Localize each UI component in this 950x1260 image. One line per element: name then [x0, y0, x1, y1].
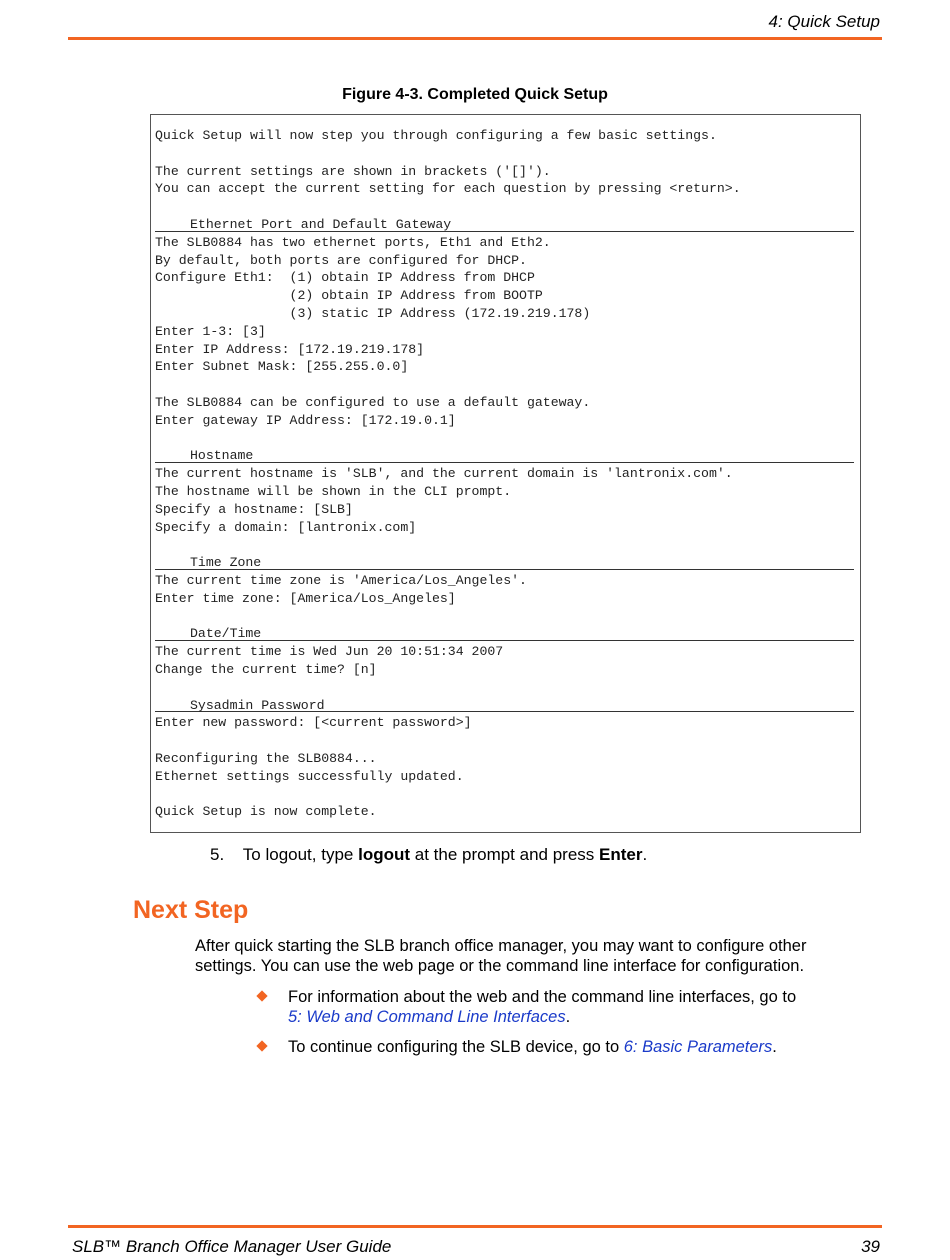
terminal-blank-line — [155, 785, 854, 803]
terminal-line: Quick Setup will now step you through configuring a few basic settings. — [155, 128, 717, 143]
footer-title: SLB™ Branch Office Manager User Guide — [72, 1237, 392, 1256]
terminal-line: Specify a domain: [lantronix.com] — [155, 519, 417, 535]
next-step-paragraph: After quick starting the SLB branch office manager, you may want to configure other settings. You can use the web page or the command line interface for configuration. — [195, 937, 807, 975]
terminal-line: Ethernet settings successfully updated. — [155, 768, 464, 784]
step-suffix: . — [642, 845, 648, 864]
section-title: Hostname — [190, 448, 254, 464]
terminal-line: The current time is Wed Jun 20 10:51:34 2007 — [155, 644, 504, 660]
step-prefix: To logout, type — [242, 845, 359, 864]
terminal-line: Enter new password: [<current password>] — [155, 715, 472, 731]
terminal-blank-line — [155, 536, 854, 554]
section-underline-fill — [261, 554, 854, 570]
running-header-chapter: 4: Quick Setup — [768, 12, 880, 31]
terminal-section-header — [155, 447, 854, 465]
terminal-blank-line — [155, 145, 854, 163]
link-basic-parameters-chapter[interactable]: 6: Basic Parameters — [623, 1038, 773, 1056]
terminal-blank-line — [155, 198, 854, 216]
bullet-suffix: . — [565, 1008, 571, 1026]
terminal-line: The current hostname is 'SLB', and the current domain is 'lantronix.com'. — [155, 466, 733, 482]
terminal-line: Enter Subnet Mask: [255.255.0.0] — [155, 359, 409, 375]
step-number: 5. — [210, 845, 225, 864]
terminal-blank-line — [155, 430, 854, 448]
step-command: logout — [358, 845, 411, 864]
terminal-line: Specify a hostname: [SLB] — [155, 501, 353, 517]
section-underline-lead — [155, 554, 190, 570]
terminal-blank-line — [155, 376, 854, 394]
terminal-line: Change the current time? [n] — [155, 661, 377, 677]
terminal-section-header — [155, 697, 854, 715]
terminal-line: The SLB0884 can be configured to use a default gateway. — [155, 394, 591, 410]
section-title: Date/Time — [190, 626, 262, 642]
terminal-blank-line — [155, 732, 854, 750]
section-underline-lead — [155, 625, 190, 641]
terminal-line: Enter gateway IP Address: [172.19.0.1] — [155, 412, 456, 428]
next-step-heading: Next Step — [133, 896, 249, 924]
terminal-section-header — [155, 625, 854, 643]
terminal-line: Quick Setup is now complete. — [155, 804, 377, 820]
terminal-line: (3) static IP Address (172.19.219.178) — [155, 305, 591, 321]
terminal-line: Enter time zone: [America/Los_Angeles] — [155, 590, 456, 606]
page-number: 39 — [861, 1237, 880, 1256]
diamond-bullet-icon — [256, 1040, 267, 1051]
bullet-suffix: . — [772, 1038, 777, 1056]
figure-caption: Figure 4-3. Completed Quick Setup — [342, 86, 608, 103]
terminal-blank-line — [155, 679, 854, 697]
terminal-line: Enter IP Address: [172.19.219.178] — [155, 341, 425, 357]
terminal-section-header — [155, 554, 854, 572]
diamond-bullet-icon — [256, 990, 267, 1001]
terminal-line: The current settings are shown in brackets ('[]'). — [155, 163, 551, 179]
step-key: Enter — [599, 845, 643, 864]
terminal-line: The SLB0884 has two ethernet ports, Eth1 and Eth2. — [155, 234, 551, 250]
section-underline-fill — [325, 697, 854, 713]
terminal-line: Enter 1-3: [3] — [155, 323, 266, 339]
terminal-line: By default, both ports are configured for DHCP. — [155, 252, 527, 268]
bullet-text: To continue configuring the SLB device, go to — [288, 1038, 624, 1056]
section-underline-fill — [451, 216, 854, 232]
section-title: Sysadmin Password — [190, 697, 325, 713]
section-title: Ethernet Port and Default Gateway — [190, 216, 452, 232]
terminal-blank-line — [155, 608, 854, 626]
bullet-text: For information about the web and the command line interfaces, go to — [288, 988, 797, 1006]
section-underline-fill — [261, 625, 854, 641]
header-rule — [68, 37, 882, 40]
step-middle: at the prompt and press — [410, 845, 600, 864]
footer-rule — [68, 1225, 882, 1228]
terminal-line: You can accept the current setting for each question by pressing <return>. — [155, 181, 741, 197]
section-title: Time Zone — [190, 555, 262, 571]
link-web-cli-chapter[interactable]: 5: Web and Command Line Interfaces — [288, 1008, 566, 1026]
terminal-line: The current time zone is 'America/Los_Angeles'. — [155, 572, 527, 588]
logout-step — [210, 845, 647, 865]
terminal-line: Reconfiguring the SLB0884... — [155, 750, 377, 766]
section-underline-lead — [155, 697, 190, 713]
terminal-line: (2) obtain IP Address from BOOTP — [155, 288, 543, 304]
terminal-output-box — [150, 114, 861, 833]
section-underline-lead — [155, 216, 190, 232]
terminal-line: The hostname will be shown in the CLI prompt. — [155, 483, 512, 499]
terminal-section-header — [155, 216, 854, 234]
section-underline-fill — [253, 447, 854, 463]
terminal-line: Configure Eth1: (1) obtain IP Address from DHCP — [155, 270, 535, 286]
section-underline-lead — [155, 447, 190, 463]
